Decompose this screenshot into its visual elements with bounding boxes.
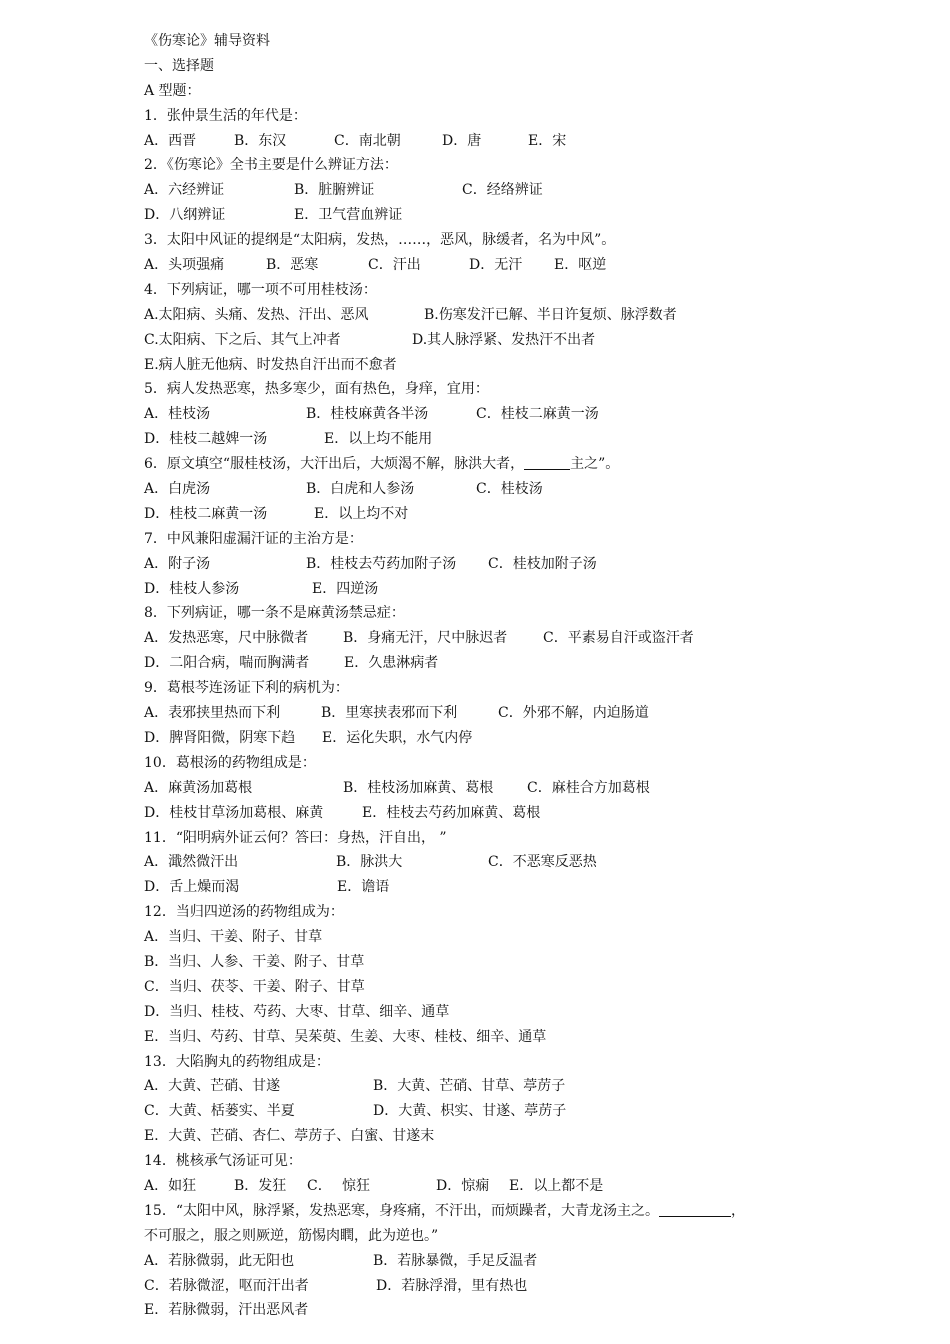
question-stem: 3．太阳中风证的提纲是“太阳病，发热，……，恶风，脉缓者，名为中风”。 [144, 232, 616, 249]
option-row [144, 1074, 834, 1099]
answer-option[interactable]: A．麻黄汤加葛根 [144, 779, 253, 796]
answer-option[interactable]: D．脾肾阳微，阴寒下趋 [144, 729, 296, 746]
answer-option[interactable]: D．二阳合病，喘而胸满者 [144, 655, 310, 672]
option-row [144, 950, 834, 975]
answer-option[interactable]: D．八纲辨证 [144, 207, 226, 224]
answer-option[interactable]: A．如狂 [144, 1177, 197, 1194]
question-stem: 11．“阳明病外证云何？答曰：身热，汗自出， ” [144, 829, 447, 846]
question-stem [144, 452, 834, 477]
answer-option[interactable]: C．汗出 [368, 257, 421, 274]
answer-option[interactable]: A．头项强痛 [144, 257, 225, 274]
answer-option[interactable]: B．大黄、芒硝、甘草、葶苈子 [373, 1078, 566, 1095]
option-row [144, 178, 834, 203]
question-stem: 4．下列病证，哪一项不可用桂枝汤： [144, 281, 377, 298]
question-stem-text: ， [730, 1202, 745, 1219]
answer-option[interactable]: A．当归、干姜、附子、甘草 [144, 929, 323, 946]
question-block [144, 601, 834, 676]
question-stem: 9．葛根芩连汤证下利的病机为： [144, 680, 349, 697]
answer-option[interactable]: E．谵语 [337, 879, 390, 896]
document-page [144, 29, 834, 1323]
answer-option[interactable]: D．桂枝二麻黄一汤 [144, 505, 268, 522]
answer-option[interactable]: A.太阳病、头痛、发热、汗出、恶风 [144, 306, 369, 323]
answer-option[interactable]: C.太阳病、下之后、其气上冲者 [144, 331, 341, 348]
question-stem-continued: 不可服之，服之则厥逆，筋惕肉瞤，此为逆也。” [144, 1227, 439, 1244]
answer-option[interactable]: C． [307, 1177, 332, 1194]
question-stem: 2．《伤寒论》全书主要是什么辨证方法： [144, 157, 398, 174]
question-stem-text: 6．原文填空“服桂枝汤，大汗出后，大烦渴不解，脉洪大者， [144, 456, 525, 473]
answer-option[interactable]: A．表邪挟里热而下利 [144, 705, 281, 722]
question-stem [144, 1199, 834, 1224]
question-stem: 1．张仲景生活的年代是： [144, 107, 307, 124]
answer-option[interactable]: C．若脉微涩，呕而汗出者 [144, 1277, 309, 1294]
option-row [144, 477, 834, 502]
answer-option[interactable]: C．桂枝汤 [476, 481, 543, 498]
answer-option[interactable]: C．经络辨证 [462, 182, 543, 199]
document-title: 《伤寒论》辅导资料 [144, 33, 270, 49]
answer-option[interactable]: D．唐 [442, 132, 482, 149]
option-row [144, 577, 834, 602]
answer-option[interactable]: E.病人脏无他病、时发热自汗出而不愈者 [144, 356, 397, 373]
answer-option[interactable]: A．附子汤 [144, 555, 211, 572]
option-row [144, 1000, 834, 1025]
option-row [144, 1099, 834, 1124]
question-block [144, 228, 834, 278]
answer-option[interactable]: D．若脉浮滑，里有热也 [376, 1277, 528, 1294]
option-row [144, 552, 834, 577]
option-row [144, 801, 834, 826]
option-row [144, 1174, 834, 1199]
question-block [144, 527, 834, 602]
question-block [144, 1199, 834, 1323]
option-row [144, 975, 834, 1000]
answer-option[interactable]: B．发狂 [234, 1177, 287, 1194]
option-row [144, 651, 834, 676]
answer-option[interactable]: B．里寒挟表邪而下利 [321, 705, 458, 722]
answer-option[interactable]: A．大黄、芒硝、甘遂 [144, 1078, 281, 1095]
answer-option[interactable]: D．桂枝甘草汤加葛根、麻黄 [144, 804, 324, 821]
answer-option[interactable]: E．以上均不对 [314, 505, 409, 522]
question-block [144, 153, 834, 228]
question-block [144, 377, 834, 452]
answer-option[interactable]: C．外邪不解，内迫肠道 [498, 705, 649, 722]
question-type-label: A 型题： [144, 82, 201, 99]
answer-option[interactable]: A．白虎汤 [144, 481, 211, 498]
question-stem: 5．病人发热恶寒，热多寒少，面有热色，身痒，宜用： [144, 381, 489, 398]
answer-option[interactable]: D．惊痫 [436, 1177, 490, 1194]
section-heading: 一、选择题 [144, 57, 214, 74]
answer-option[interactable]: E．卫气营血辨证 [294, 207, 403, 224]
question-block [144, 900, 834, 1049]
question-stem: 8．下列病证，哪一条不是麻黄汤禁忌症： [144, 605, 405, 622]
answer-option[interactable]: E．桂枝去芍药加麻黄、葛根 [362, 804, 541, 821]
answer-option[interactable]: B．东汉 [234, 132, 287, 149]
answer-option[interactable]: B．脏腑辨证 [294, 182, 375, 199]
answer-option[interactable]: B．恶寒 [266, 257, 319, 274]
question-stem: 7．中风兼阳虚漏汗证的主治方是： [144, 530, 363, 547]
answer-option[interactable]: A．六经辨证 [144, 182, 225, 199]
answer-option[interactable]: A．西晋 [144, 132, 197, 149]
option-row [144, 701, 834, 726]
answer-option[interactable]: E．运化失职，水气内停 [322, 729, 473, 746]
answer-option[interactable]: B．桂枝汤加麻黄、葛根 [343, 779, 494, 796]
option-row [144, 203, 834, 228]
answer-option[interactable]: C．平素易自汗或盗汗者 [543, 630, 694, 647]
option-row [144, 925, 834, 950]
answer-option[interactable]: A．濈然微汗出 [144, 854, 239, 871]
answer-option[interactable]: D．桂枝人参汤 [144, 580, 240, 597]
answer-option[interactable]: B.伤寒发汗已解、半日许复烦、脉浮数者 [424, 306, 677, 323]
question-stem: 13．大陷胸丸的药物组成是： [144, 1053, 330, 1070]
option-row [144, 303, 834, 328]
option-row [144, 1274, 834, 1299]
option-row [144, 1025, 834, 1050]
answer-option[interactable]: C．南北朝 [334, 132, 401, 149]
question-block [144, 452, 834, 527]
answer-option[interactable]: D．舌上燥而渴 [144, 879, 240, 896]
option-row [144, 1124, 834, 1149]
option-row [144, 1298, 834, 1323]
option-row [144, 626, 834, 651]
answer-option[interactable]: C．当归、茯苓、干姜、附子、甘草 [144, 978, 365, 995]
question-block [144, 1050, 834, 1150]
answer-option[interactable]: D.其人脉浮紧、发热汗不出者 [412, 331, 596, 348]
option-row [144, 502, 834, 527]
answer-option[interactable]: E．大黄、芒硝、杏仁、葶苈子、白蜜、甘遂末 [144, 1128, 435, 1145]
answer-option[interactable]: E．呕逆 [554, 257, 607, 274]
answer-option[interactable]: E．若脉微弱，汗出恶风者 [144, 1302, 309, 1319]
option-row [144, 1249, 834, 1274]
answer-option[interactable]: D．大黄、枳实、甘遂、葶苈子 [373, 1103, 567, 1120]
question-block [144, 751, 834, 826]
answer-option[interactable]: E．当归、芍药、甘草、吴茱萸、生姜、大枣、桂枝、细辛、通草 [144, 1028, 547, 1045]
question-stem-text: 15．“太阳中风，脉浮紧，发热恶寒，身疼痛，不汗出，而烦躁者，大青龙汤主之。 [144, 1202, 659, 1219]
answer-option[interactable]: B．桂枝去芍药加附子汤 [306, 555, 457, 572]
answer-option[interactable]: C．桂枝二麻黄一汤 [476, 406, 599, 423]
question-stem-text: 主之”。 [570, 456, 620, 473]
question-stem: 14．桃核承气汤证可见： [144, 1153, 302, 1170]
option-row [144, 328, 834, 353]
answer-option[interactable]: E．以上都不是 [509, 1177, 604, 1194]
question-stem: 12．当归四逆汤的药物组成为： [144, 904, 344, 921]
option-row [144, 353, 834, 378]
answer-option[interactable]: B．脉洪大 [336, 854, 403, 871]
answer-option[interactable]: A．若脉微弱，此无阳也 [144, 1252, 295, 1269]
fill-in-blank [524, 455, 570, 470]
answer-option[interactable]: C．不恶寒反恶热 [488, 854, 597, 871]
question-block [144, 676, 834, 751]
fill-in-blank [659, 1202, 731, 1217]
question-list [144, 104, 834, 1324]
answer-option[interactable]: B．当归、人参、干姜、附子、甘草 [144, 953, 365, 970]
option-row [144, 253, 834, 278]
answer-option[interactable]: E．四逆汤 [312, 580, 379, 597]
answer-option[interactable]: 惊狂 [342, 1177, 370, 1194]
answer-option[interactable]: E．宋 [528, 132, 567, 149]
option-row [144, 402, 834, 427]
option-row [144, 875, 834, 900]
question-block [144, 1149, 834, 1199]
question-block [144, 826, 834, 901]
option-row [144, 129, 834, 154]
option-row [144, 776, 834, 801]
answer-option[interactable]: E．久患淋病者 [344, 655, 439, 672]
answer-option[interactable]: D．无汗 [469, 257, 523, 274]
answer-option[interactable]: E．以上均不能用 [324, 431, 433, 448]
option-row [144, 850, 834, 875]
answer-option[interactable]: D．当归、桂枝、芍药、大枣、甘草、细辛、通草 [144, 1003, 450, 1020]
answer-option[interactable]: A．桂枝汤 [144, 406, 211, 423]
answer-option[interactable]: B．若脉暴微，手足反温者 [373, 1252, 538, 1269]
answer-option[interactable]: D．桂枝二越婢一汤 [144, 431, 268, 448]
answer-option[interactable]: C．麻桂合方加葛根 [527, 779, 650, 796]
option-row [144, 726, 834, 751]
answer-option[interactable]: B．白虎和人参汤 [306, 481, 415, 498]
answer-option[interactable]: C．桂枝加附子汤 [488, 555, 597, 572]
question-block [144, 278, 834, 378]
answer-option[interactable]: A．发热恶寒，尺中脉微者 [144, 630, 309, 647]
question-stem: 10．葛根汤的药物组成是： [144, 754, 316, 771]
answer-option[interactable]: B．桂枝麻黄各半汤 [306, 406, 429, 423]
answer-option[interactable]: C．大黄、栝蒌实、半夏 [144, 1103, 295, 1120]
question-block [144, 104, 834, 154]
option-row [144, 427, 834, 452]
answer-option[interactable]: B．身痛无汗，尺中脉迟者 [343, 630, 508, 647]
